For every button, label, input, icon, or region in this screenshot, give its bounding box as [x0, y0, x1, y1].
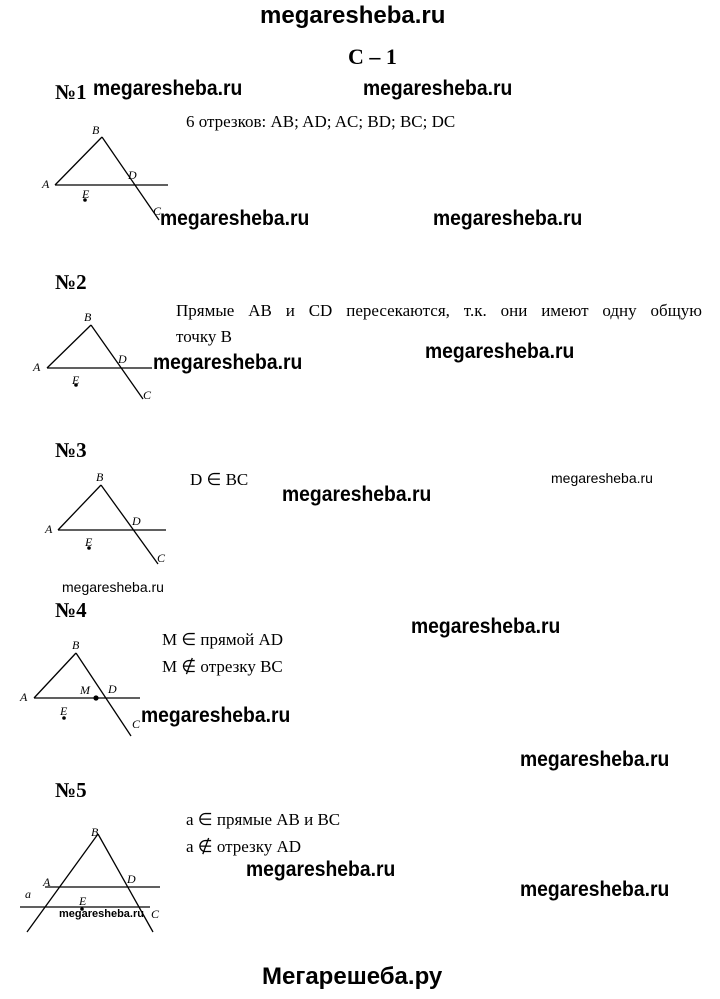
watermark: megaresheba.ru [160, 207, 310, 230]
task-3-answer: D ∈ BC [190, 470, 249, 489]
task-5-answer-1: a ∈ прямые AB и BC [186, 810, 341, 829]
task-2-line-1: Прямые AB и CD пересекаются, т.к. они имеют одну общую [176, 301, 702, 320]
footer-site: Мегарешеба.ру [262, 963, 443, 990]
point-label-c: C [151, 907, 160, 921]
watermark: megaresheba.ru [62, 579, 164, 595]
point-label-c: C [153, 204, 162, 218]
watermark: megaresheba.ru [153, 351, 303, 374]
watermark: megaresheba.ru [551, 470, 653, 486]
watermark: megaresheba.ru [411, 615, 561, 638]
point-label-e: E [79, 894, 87, 908]
point-label-c: C [157, 551, 166, 565]
point-label-c: C [143, 388, 152, 402]
watermark: megaresheba.ru [520, 878, 670, 901]
watermark: megaresheba.ru [246, 858, 396, 881]
point-label-d: D [128, 168, 137, 182]
watermark: megaresheba.ru [282, 483, 432, 506]
point-label-d: D [127, 872, 136, 886]
watermark: megaresheba.ru [433, 207, 583, 230]
watermark: megaresheba.ru [363, 77, 513, 100]
task-1-label: №1 [55, 80, 87, 104]
task-4-label: №4 [55, 598, 87, 622]
point-label-b: B [91, 825, 99, 839]
point-label-b: B [96, 470, 104, 484]
task-5-label: №5 [55, 778, 87, 802]
task-3-figure [40, 470, 210, 570]
watermark: megaresheba.ru [93, 77, 243, 100]
watermark: megaresheba.ru [141, 704, 291, 727]
point-label-a: A [42, 177, 50, 191]
watermark: megaresheba.ru [520, 748, 670, 771]
point-label-m: M [80, 683, 90, 697]
point-label-a: A [20, 690, 28, 704]
task-2-line-2: точку B [176, 327, 232, 346]
line-label-a: a [25, 887, 31, 901]
point-label-a: A [33, 360, 41, 374]
task-4-answer-2: M ∉ отрезку BC [162, 657, 283, 676]
task-4-figure [18, 636, 188, 746]
task-3-label: №3 [55, 438, 87, 462]
task-5-figure [15, 820, 195, 940]
task-1-answer: 6 отрезков: AB; AD; AC; BD; BC; DC [186, 112, 456, 131]
point-label-e: E [82, 187, 90, 201]
task-2-label: №2 [55, 270, 87, 294]
task-5-answer-2: a ∉ отрезку AD [186, 837, 302, 856]
watermark: megaresheba.ru [425, 340, 575, 363]
point-label-d: D [108, 682, 117, 696]
task-4-answer-1: M ∈ прямой AD [162, 630, 284, 649]
watermark: megaresheba.ru [59, 908, 144, 920]
point-label-e: E [60, 704, 68, 718]
point-label-b: B [92, 123, 100, 137]
point-label-a: A [45, 522, 53, 536]
point-label-b: B [72, 638, 80, 652]
point-label-d: D [118, 352, 127, 366]
point-label-c: C [132, 717, 141, 731]
point-label-d: D [132, 514, 141, 528]
point-label-e: E [72, 373, 80, 387]
point-label-e: E [85, 535, 93, 549]
point-label-a: A [43, 875, 51, 889]
header-site: megaresheba.ru [260, 2, 446, 29]
point-label-b: B [84, 310, 92, 324]
section-title: С – 1 [348, 44, 397, 69]
